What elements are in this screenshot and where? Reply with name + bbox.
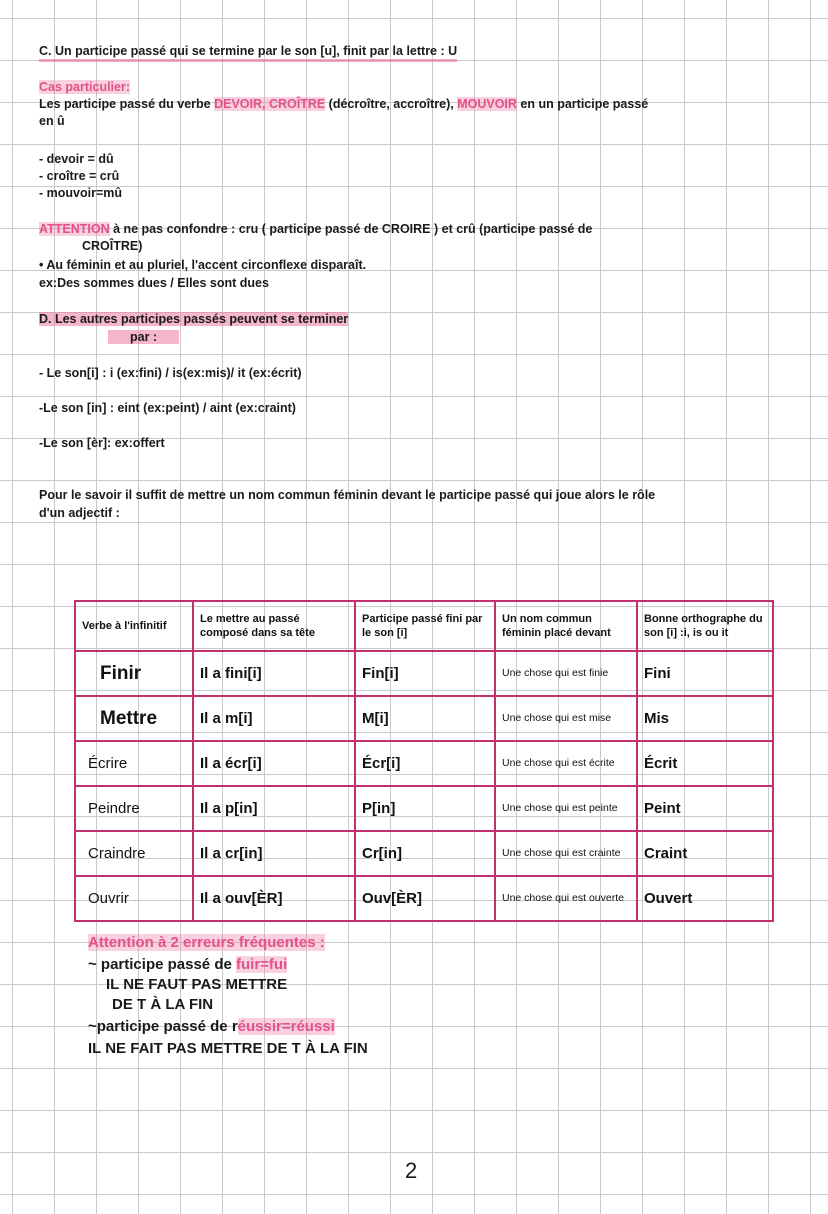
- header-ortho: Bonne orthographe du son [i] :i, is ou it: [637, 601, 773, 651]
- section-d-title-2: par :: [108, 330, 179, 344]
- table-row: [75, 741, 773, 786]
- cell-nom: Une chose qui est crainte: [495, 831, 637, 876]
- attention-line1: ATTENTION à ne pas confondre : cru ( participe passé de CROIRE ) et crû (participe passé de: [39, 222, 593, 236]
- cas-particulier-line1: Les participe passé du verbe DEVOIR, CROÎTRE (décroître, accroître), MOUVOIR en un participe passé: [39, 97, 649, 111]
- table-row: [75, 786, 773, 831]
- cell-nom: Une chose qui est ouverte: [495, 876, 637, 921]
- table-row: [75, 651, 773, 696]
- participe-table: [74, 600, 774, 922]
- table-header-row: [75, 601, 773, 651]
- cell-verb: Peindre: [75, 786, 193, 831]
- cell-participe: M[i]: [355, 696, 495, 741]
- erreur-reussir-rule: IL NE FAIT PAS METTRE DE T À LA FIN: [88, 1040, 368, 1057]
- cell-participe: Fin[i]: [355, 651, 495, 696]
- erreur-fuir: ~ participe passé de fuir=fui: [88, 956, 288, 973]
- cell-nom: Une chose qui est mise: [495, 696, 637, 741]
- cas-particulier-line2: en û: [39, 114, 65, 128]
- cell-nom: Une chose qui est écrite: [495, 741, 637, 786]
- example-croitre: - croître = crû: [39, 169, 120, 183]
- erreur-reussir: ~participe passé de réussir=réussi: [88, 1018, 335, 1035]
- cell-ortho: Écrit: [637, 741, 773, 786]
- cell-participe: Cr[in]: [355, 831, 495, 876]
- intro-line1: Pour le savoir il suffit de mettre un nom commun féminin devant le participe passé qui joue alors le rôle: [39, 488, 656, 502]
- attention-example: ex:Des sommes dues / Elles sont dues: [39, 276, 269, 290]
- cell-ortho: Peint: [637, 786, 773, 831]
- table-row: [75, 696, 773, 741]
- cell-verb: Écrire: [75, 741, 193, 786]
- cell-ortho: Craint: [637, 831, 773, 876]
- example-mouvoir: - mouvoir=mû: [39, 186, 122, 200]
- section-d-title: D. Les autres participes passés peuvent se terminer: [39, 312, 349, 326]
- attention-line2: CROÎTRE): [82, 239, 143, 253]
- cell-participe: P[in]: [355, 786, 495, 831]
- header-participe: Participe passé fini par le son [i]: [355, 601, 495, 651]
- cell-passe: Il a m[i]: [193, 696, 355, 741]
- erreur-fuir-rule-1: IL NE FAUT PAS METTRE: [106, 976, 288, 993]
- cell-participe: Écr[i]: [355, 741, 495, 786]
- table-row: [75, 876, 773, 921]
- cell-participe: Ouv[ÈR]: [355, 876, 495, 921]
- cell-nom: Une chose qui est peinte: [495, 786, 637, 831]
- cell-verb: Craindre: [75, 831, 193, 876]
- cell-passe: Il a cr[in]: [193, 831, 355, 876]
- table-row: [75, 831, 773, 876]
- section-c-title: C. Un participe passé qui se termine par le son [u], finit par la lettre : U: [39, 44, 457, 58]
- section-d-item-in: -Le son [in] : eint (ex:peint) / aint (ex:craint): [39, 401, 296, 415]
- example-devoir: - devoir = dû: [39, 152, 114, 166]
- cell-passe: Il a ouv[ÈR]: [193, 876, 355, 921]
- header-verbe: Verbe à l'infinitif: [75, 601, 193, 651]
- cell-nom: Une chose qui est finie: [495, 651, 637, 696]
- header-passe: Le mettre au passé composé dans sa tête: [193, 601, 355, 651]
- cell-verb: Mettre: [75, 696, 193, 741]
- cell-passe: Il a p[in]: [193, 786, 355, 831]
- cell-ortho: Ouvert: [637, 876, 773, 921]
- cell-ortho: Fini: [637, 651, 773, 696]
- cell-passe: Il a fini[i]: [193, 651, 355, 696]
- section-d-item-er: -Le son [èr]: ex:offert: [39, 436, 165, 450]
- erreur-fuir-rule-2: DE T À LA FIN: [112, 996, 214, 1013]
- page-number: 2: [405, 1158, 418, 1183]
- cas-particulier-title: Cas particulier:: [39, 80, 131, 94]
- section-d-item-i: - Le son[i] : i (ex:fini) / is(ex:mis)/ it (ex:écrit): [39, 366, 302, 380]
- attention-bullet: • Au féminin et au pluriel, l'accent circonflexe disparaît.: [39, 258, 367, 272]
- header-nom: Un nom commun féminin placé devant: [495, 601, 637, 651]
- cell-ortho: Mis: [637, 696, 773, 741]
- cell-passe: Il a écr[i]: [193, 741, 355, 786]
- erreurs-title: Attention à 2 erreurs fréquentes :: [88, 934, 325, 951]
- cell-verb: Finir: [75, 651, 193, 696]
- cell-verb: Ouvrir: [75, 876, 193, 921]
- intro-line2: d'un adjectif :: [39, 506, 120, 520]
